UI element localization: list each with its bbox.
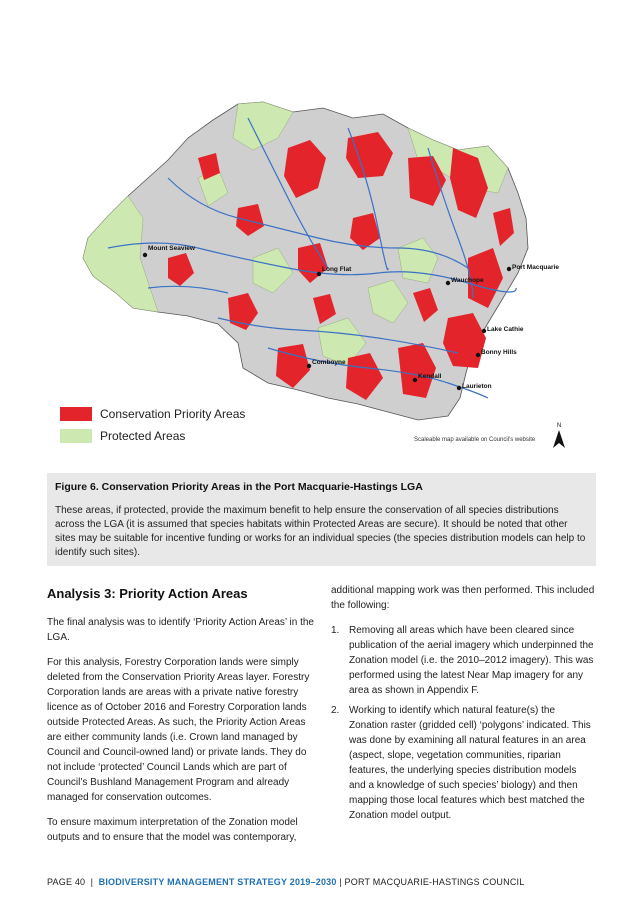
label-laurieton: Laurieton: [462, 383, 492, 390]
marker-kendall: [413, 378, 417, 382]
list-item: [331, 623, 595, 698]
marker-mount-seaview: [143, 253, 147, 257]
section-heading: Analysis 3: Priority Action Areas: [47, 586, 248, 601]
paragraph: additional mapping work was then performed. This included the following:: [331, 585, 595, 611]
label-kendall: Kendall: [418, 373, 442, 380]
left-column: [47, 615, 315, 855]
caption-text: These areas, if protected, provide the maximum benefit to help ensure the conservation of all species distributions across the LGA (it is assumed that species habitats within Protected Areas are secure). It should be noted that other sites may be suitable for incentive funding or works for an individual species (the species distribution models can help to identify such sites).: [55, 505, 586, 558]
paragraph: To ensure maximum interpretation of the Zonation model outputs and to ensure that the model was contemporary,: [47, 817, 298, 843]
label-lake-cathie: Lake Cathie: [487, 326, 524, 333]
map-note: Scaleable map available on Council's website: [414, 437, 536, 443]
paragraph: For this analysis, Forestry Corporation lands were simply deleted from the Conservation Priority Areas layer. Forestry Corporation lands are areas with a private native forestry licence as of October 2016 and Forestry Corporation lands outside Protected Areas. As such, the Priority Action Areas are either community lands (i.e. Crown land managed by Council and Council-owned land) or private lands. They do not include ‘protected’ Council Lands which are part of Council’s Bushland Management Program and already managed for conservation outcomes.: [47, 657, 310, 803]
document-title: BIODIVERSITY MANAGEMENT STRATEGY 2019–2030: [98, 877, 337, 887]
page-number: PAGE 40: [47, 877, 86, 887]
legend-label-priority: Conservation Priority Areas: [100, 407, 246, 421]
label-bonny-hills: Bonny Hills: [481, 349, 517, 356]
council-name: PORT MACQUARIE-HASTINGS COUNCIL: [344, 877, 525, 887]
list-number: 2.: [331, 705, 340, 716]
numbered-list: [331, 623, 595, 823]
right-column: [331, 583, 595, 828]
label-wauchope: Wauchope: [451, 277, 484, 284]
marker-wauchope: [446, 281, 450, 285]
label-mount-seaview: Mount Seaview: [148, 245, 195, 252]
marker-long-flat: [317, 272, 321, 276]
legend-swatch-priority: [60, 407, 92, 421]
list-text: Removing all areas which have been cleared since publication of the aerial imagery which underpinned the Zonation model (i.e. the 2010–2012 imagery). This was performed using the latest Near Map imagery for any area as shown in Appendix F.: [349, 625, 594, 696]
footer-separator: |: [339, 877, 342, 887]
marker-comboyne: [307, 364, 311, 368]
legend-label-protected: Protected Areas: [100, 429, 186, 443]
caption-title: Figure 6. Conservation Priority Areas in the Port Macquarie-Hastings LGA: [55, 481, 423, 493]
list-number: 1.: [331, 625, 340, 636]
conservation-priority-map: [48, 98, 594, 453]
north-label: N: [556, 423, 562, 429]
marker-bonny-hills: [476, 353, 480, 357]
marker-lake-cathie: [482, 329, 486, 333]
label-long-flat: Long Flat: [322, 266, 352, 273]
footer-separator: |: [90, 877, 94, 887]
list-item: [331, 703, 595, 823]
figure-caption: [47, 473, 596, 566]
paragraph: The final analysis was to identify ‘Priority Action Areas’ in the LGA.: [47, 617, 314, 643]
label-port-macquarie: Port Macquarie: [512, 264, 559, 271]
label-comboyne: Comboyne: [312, 359, 346, 366]
marker-laurieton: [457, 386, 461, 390]
north-arrow-icon: [551, 420, 567, 450]
legend-item-protected: [60, 429, 185, 443]
legend-item-priority: [60, 407, 245, 421]
legend-swatch-protected: [60, 429, 92, 443]
marker-port-macquarie: [507, 267, 511, 271]
page-footer: [47, 877, 524, 887]
list-text: Working to identify which natural feature(s) the Zonation raster (gridded cell) ‘polygons’ indicated. This was done by examining all natural features in an area (aspect, slope, vegetation communities, riparian features, the underlying species distribution models and a knowledge of such species’ biology) and then mapping those local features which best matched the Zonation model output.: [349, 705, 591, 821]
